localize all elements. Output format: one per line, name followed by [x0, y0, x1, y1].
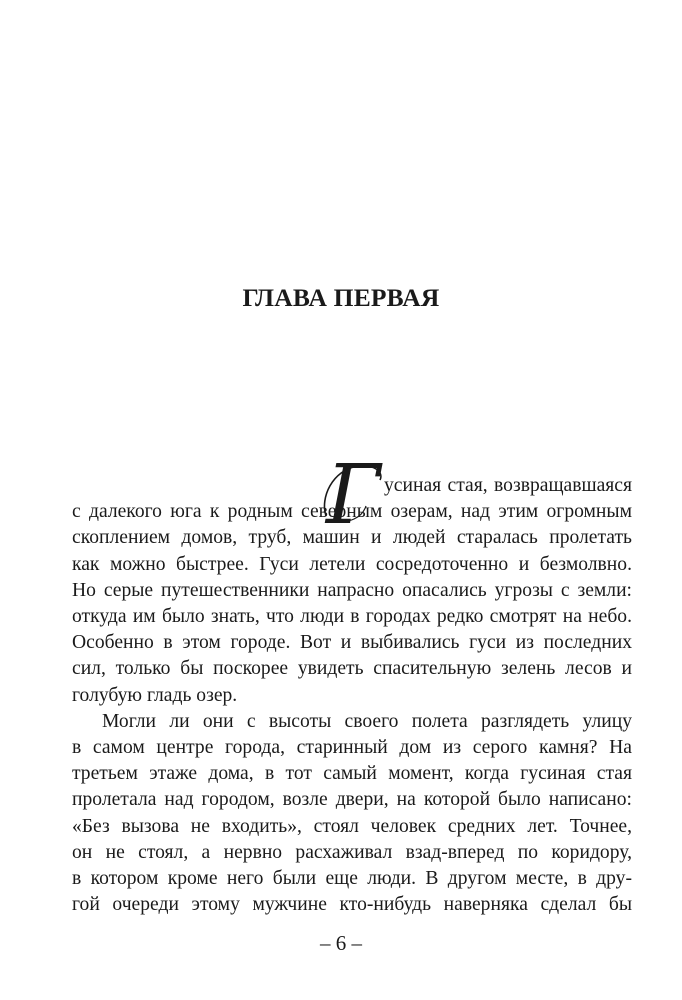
text-line: откуда им было знать, что люди в городах редко смотрят на небо. [72, 606, 632, 627]
text-line: Могли ли они с высоты своего полета разглядеть улицу [102, 710, 632, 732]
text-line: «Без вызова не входить», стоял человек средних лет. Точнее, [72, 815, 632, 837]
text-line: как можно быстрее. Гуси летели сосредоточенно и безмолвно. [72, 553, 632, 575]
text-line: в котором кроме него были еще люди. В другом месте, в дру- [72, 868, 632, 889]
text-line: он не стоял, а нервно расхаживал взад-вперед по коридору, [72, 841, 632, 863]
text-line: Но серые путешественники напрасно опасались угрозы с земли: [72, 579, 632, 601]
text-line: гой очереди этому мужчине кто-нибудь наверняка сделал бы [72, 894, 632, 916]
page-number: – 6 – [320, 931, 362, 956]
text-line: пролетала над городом, возле двери, на которой было написано: [72, 789, 632, 811]
text-line: Особенно в этом городе. Вот и выбивались гуси из последних [72, 632, 632, 654]
text-line: голубую гладь озер. [72, 684, 238, 706]
drop-cap: Г [326, 448, 381, 543]
text-line: сил, только бы поскорее увидеть спасительную зелень лесов и [72, 658, 632, 680]
chapter-title: ГЛАВА ПЕРВАЯ [242, 283, 440, 312]
text-line: скоплением домов, труб, машин и людей старалась пролетать [72, 527, 632, 549]
text-line: в самом центре города, старинный дом из серого камня? На [72, 737, 632, 758]
text-line: усиная стая, возвращавшаяся [384, 475, 632, 496]
text-line: с далекого юга к родным северным озерам, над этим огромным [72, 501, 632, 523]
text-line: третьем этаже дома, в тот самый момент, когда гусиная стая [72, 763, 632, 785]
